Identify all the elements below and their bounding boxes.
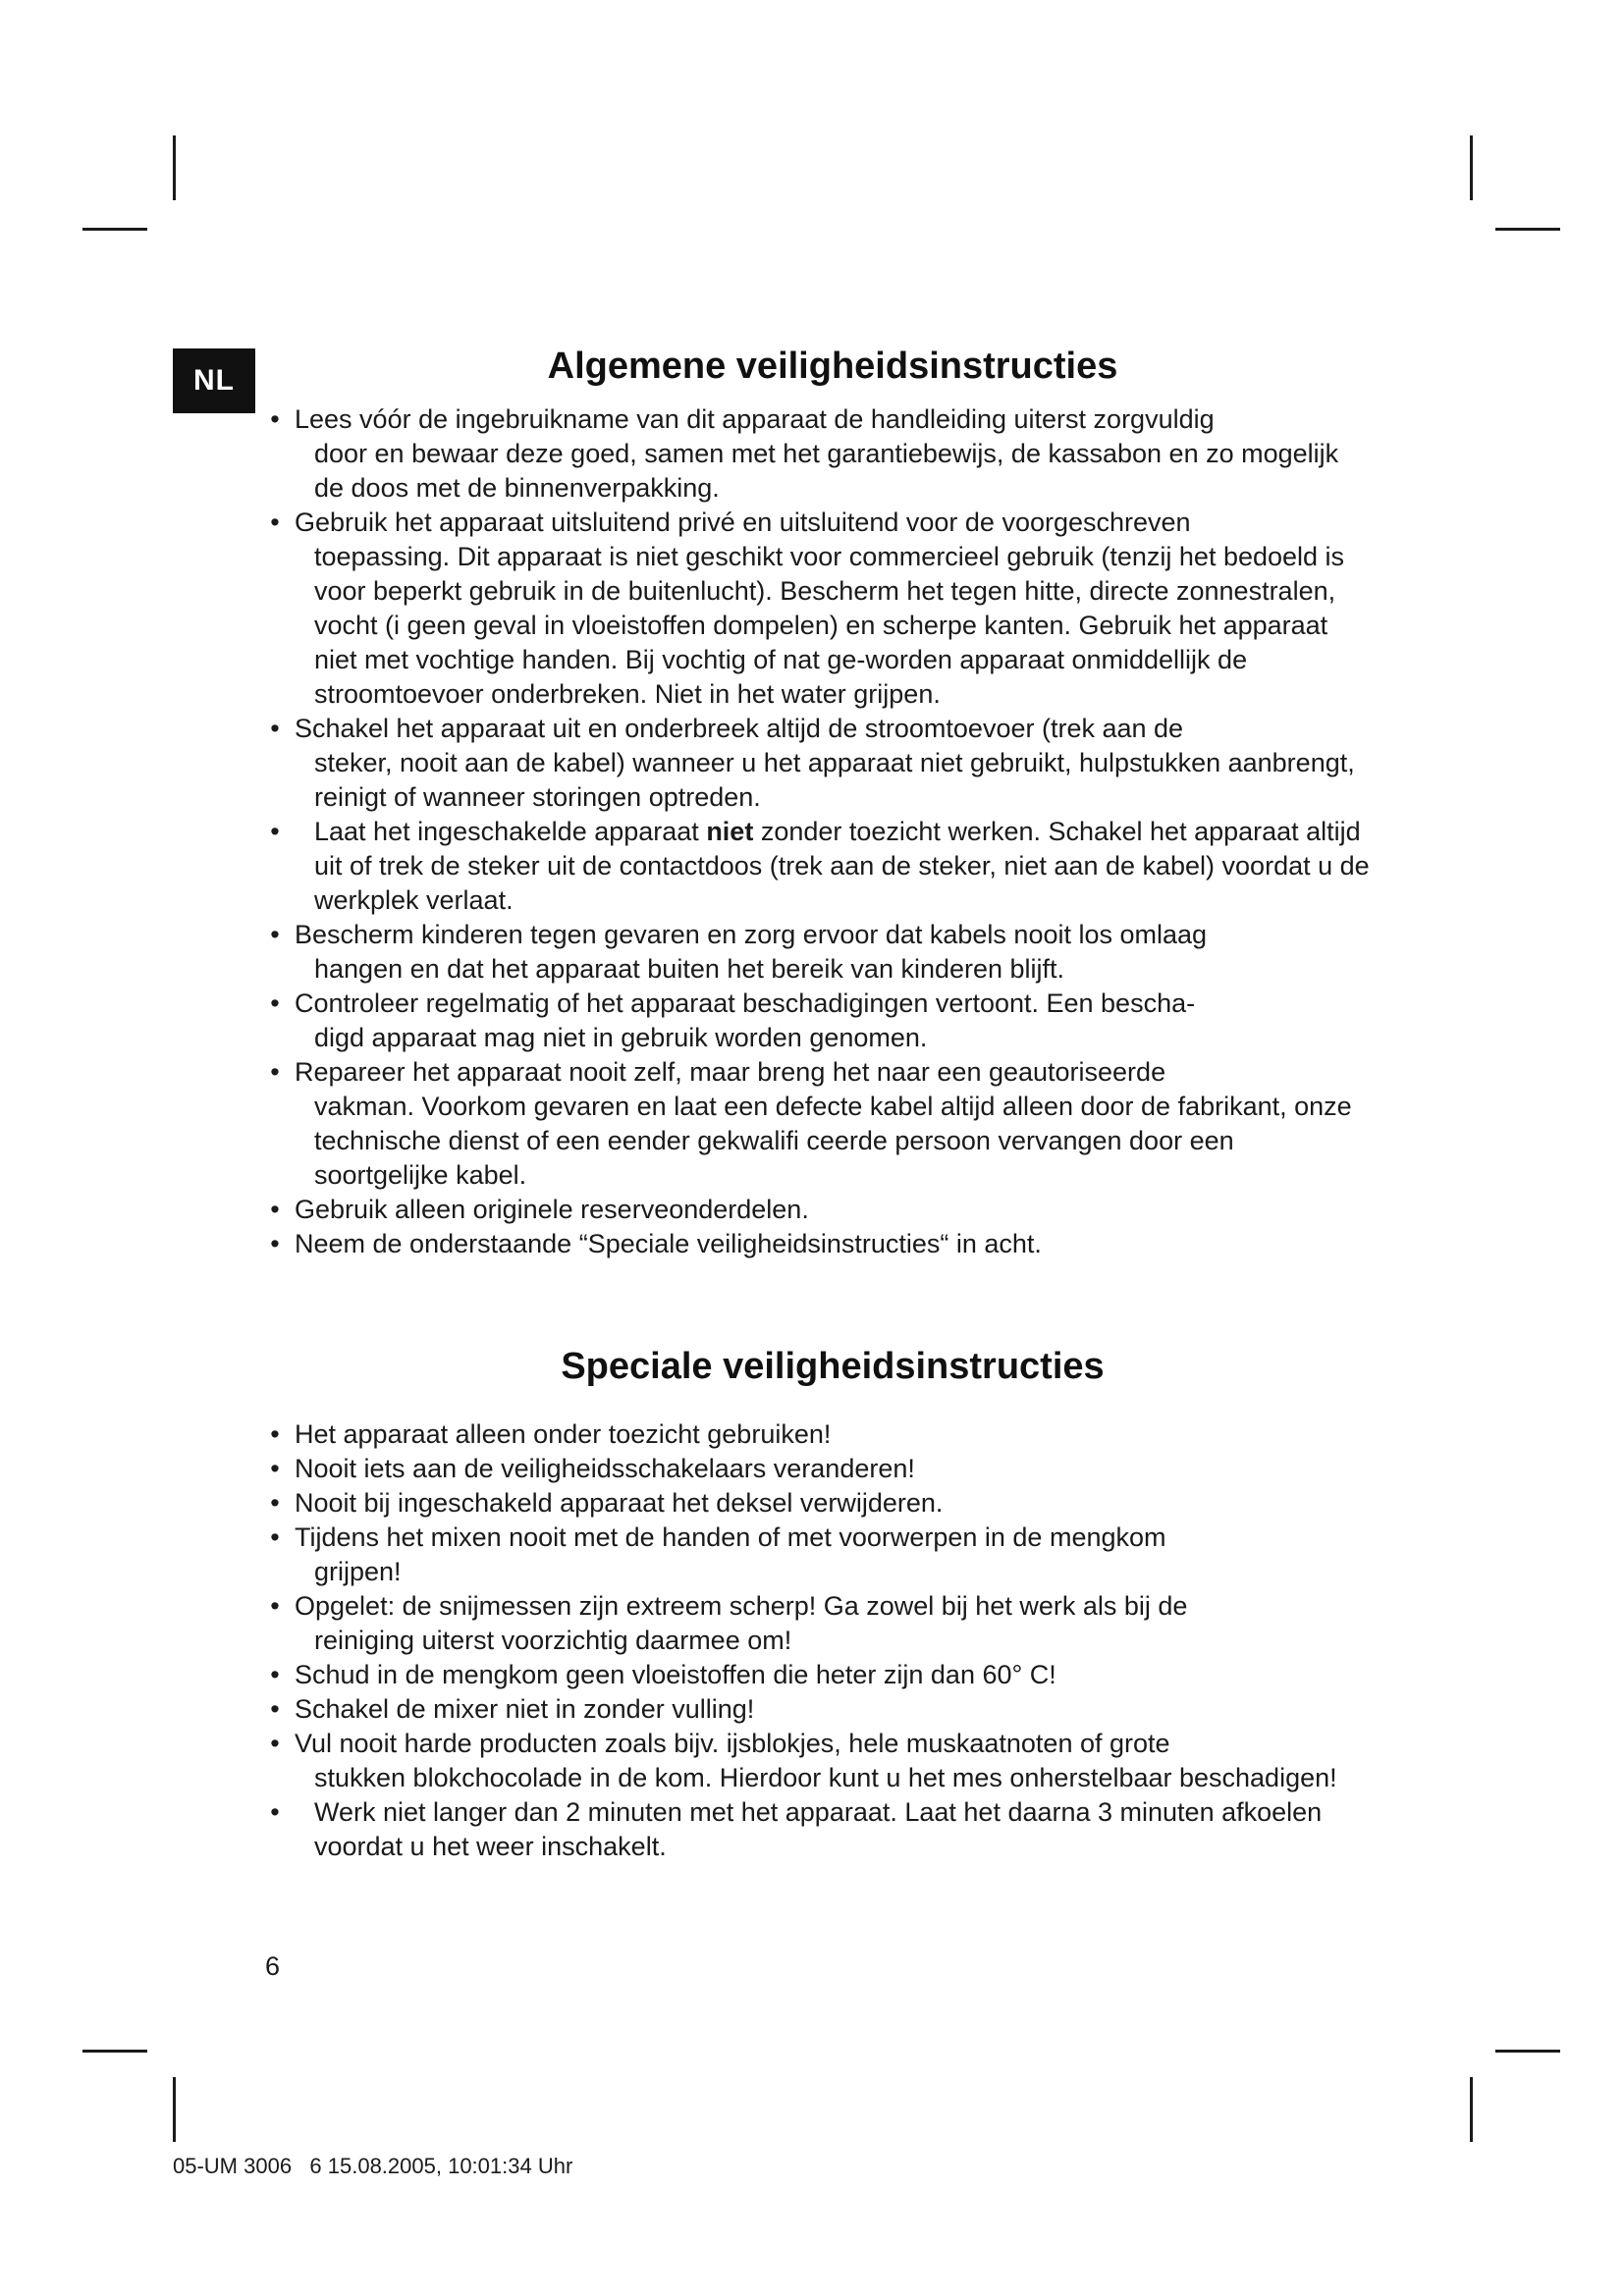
bullet-icon: • [270, 1454, 280, 1483]
bullet-icon: • [270, 988, 280, 1018]
bullet-icon: • [270, 1488, 280, 1518]
list-item [263, 1452, 1373, 1486]
list-item [263, 815, 1373, 918]
general-safety-list [263, 402, 1373, 1261]
list-item-text: Laat het ingeschakelde apparaat niet zonder toezicht werken. Schakel het apparaat altijd uit of trek de steker uit de contactdoos (trek aan de steker, niet aan de kabel) voordat u de werkplek verlaat. [314, 817, 1370, 915]
special-safety-list [263, 1417, 1373, 1864]
list-item [263, 1521, 1373, 1589]
bullet-icon: • [270, 1195, 280, 1224]
bullet-icon: • [270, 1660, 280, 1689]
list-item [263, 1227, 1373, 1261]
bullet-icon: • [270, 1522, 280, 1552]
list-item [263, 1055, 1373, 1193]
list-item-text: Nooit bij ingeschakeld apparaat het deksel verwijderen. [295, 1488, 944, 1518]
crop-mark-top-left-vertical [173, 135, 176, 200]
list-item [263, 1193, 1373, 1227]
list-item-text: Nooit iets aan de veiligheidsschakelaars veranderen! [295, 1454, 915, 1483]
list-item-text: Repareer het apparaat nooit zelf, maar breng het naar een geautoriseerde vakman. Voorkom gevaren en laat een defecte kabel altijd alleen door de fabrikant, onze technische dienst of een eender gekwalifi ceerde persoon vervangen door een soortgelijke kabel. [295, 1057, 1352, 1190]
special-safety-section [263, 1345, 1373, 1864]
bullet-icon: • [270, 1694, 280, 1724]
page-number: 6 [265, 1951, 281, 1981]
bullet-icon: • [270, 1419, 280, 1449]
list-item-text: Tijdens het mixen nooit met de handen of met voorwerpen in de mengkom grijpen! [295, 1522, 1166, 1586]
list-item-text: Schud in de mengkom geen vloeistoffen die heter zijn dan 60° C! [295, 1660, 1056, 1689]
list-item [263, 1692, 1373, 1727]
bullet-icon: • [270, 1057, 280, 1087]
print-footer: 05-UM 3006 6 15.08.2005, 10:01:34 Uhr [173, 2154, 573, 2178]
list-item-text: Schakel de mixer niet in zonder vulling! [295, 1694, 755, 1724]
list-item-text: Opgelet: de snijmessen zijn extreem scherp! Ga zowel bij het werk als bij de reiniging uiterst voorzichtig daarmee om! [295, 1591, 1188, 1655]
list-item [263, 987, 1373, 1055]
list-item [263, 402, 1373, 506]
bullet-icon: • [270, 1729, 280, 1758]
list-item-text: Gebruik alleen originele reserveonderdelen. [295, 1195, 809, 1224]
crop-mark-bottom-left-vertical [173, 2077, 176, 2142]
bullet-icon: • [270, 404, 280, 434]
bullet-icon: • [270, 1229, 280, 1258]
crop-mark-top-right-horizontal [1495, 228, 1560, 231]
bullet-icon: • [270, 1591, 280, 1621]
list-item-text: Gebruik het apparaat uitsluitend privé en uitsluitend voor de voorgeschreven toepassing. Dit apparaat is niet geschikt voor commercieel gebruik (tenzij het bedoeld is voor beperkt gebruik in de buitenlucht). Bescherm het tegen hitte, directe zonnestralen, vocht (i geen geval in vloeistoffen dompelen) en scherpe kanten. Gebruik het apparaat niet met vochtige handen. Bij vochtig of nat ge-worden apparaat onmiddellijk de stroomtoevoer onderbreken. Niet in het water grijpen. [295, 507, 1345, 709]
list-item-text: Lees vóór de ingebruikname van dit apparaat de handleiding uiterst zorgvuldig door en bewaar deze goed, samen met het garantiebewijs, de kassabon en zo mogelijk de doos met de binnenverpakking. [295, 404, 1339, 503]
list-item [263, 712, 1373, 815]
crop-mark-top-left-horizontal [82, 228, 147, 231]
list-item [263, 1589, 1373, 1658]
bullet-icon: • [270, 507, 280, 537]
bullet-icon: • [270, 714, 280, 743]
list-item-text: Schakel het apparaat uit en onderbreek altijd de stroomtoevoer (trek aan de steker, nooit aan de kabel) wanneer u het apparaat niet gebruikt, hulpstukken aanbrengt, reinigt of wanneer storingen optreden. [295, 714, 1355, 812]
emphasis-text: niet [706, 817, 754, 846]
list-item-text: Het apparaat alleen onder toezicht gebruiken! [295, 1419, 832, 1449]
special-safety-title: Speciale veiligheidsinstructies [561, 1346, 1105, 1387]
language-badge: NL [173, 348, 255, 413]
crop-mark-bottom-right-vertical [1470, 2077, 1473, 2142]
crop-mark-bottom-left-horizontal [82, 2050, 147, 2053]
list-item-text: Vul nooit harde producten zoals bijv. ijsblokjes, hele muskaatnoten of grote stukken blokchocolade in de kom. Hierdoor kunt u het mes onherstelbaar beschadigen! [295, 1729, 1337, 1792]
bullet-icon: • [270, 920, 280, 949]
bullet-icon: • [270, 1797, 280, 1827]
list-item-text: Werk niet langer dan 2 minuten met het apparaat. Laat het daarna 3 minuten afkoelen voordat u het weer inschakelt. [314, 1797, 1323, 1861]
list-item-text: Controleer regelmatig of het apparaat beschadigingen vertoont. Een bescha- digd apparaat mag niet in gebruik worden genomen. [295, 988, 1196, 1052]
bullet-icon: • [270, 817, 280, 846]
list-item [263, 1795, 1373, 1864]
list-item-text: Neem de onderstaande “Speciale veiligheidsinstructies“ in acht. [295, 1229, 1042, 1258]
general-safety-title: Algemene veiligheidsinstructies [547, 346, 1118, 387]
general-safety-section [263, 345, 1373, 1261]
crop-mark-bottom-right-horizontal [1495, 2050, 1560, 2053]
list-item [263, 1417, 1373, 1452]
list-item [263, 918, 1373, 987]
crop-mark-top-right-vertical [1470, 135, 1473, 200]
list-item [263, 1727, 1373, 1795]
list-item [263, 1658, 1373, 1692]
list-item [263, 506, 1373, 712]
list-item-text: Bescherm kinderen tegen gevaren en zorg ervoor dat kabels nooit los omlaag hangen en dat het apparaat buiten het bereik van kinderen blijft. [295, 920, 1208, 984]
list-item [263, 1486, 1373, 1521]
